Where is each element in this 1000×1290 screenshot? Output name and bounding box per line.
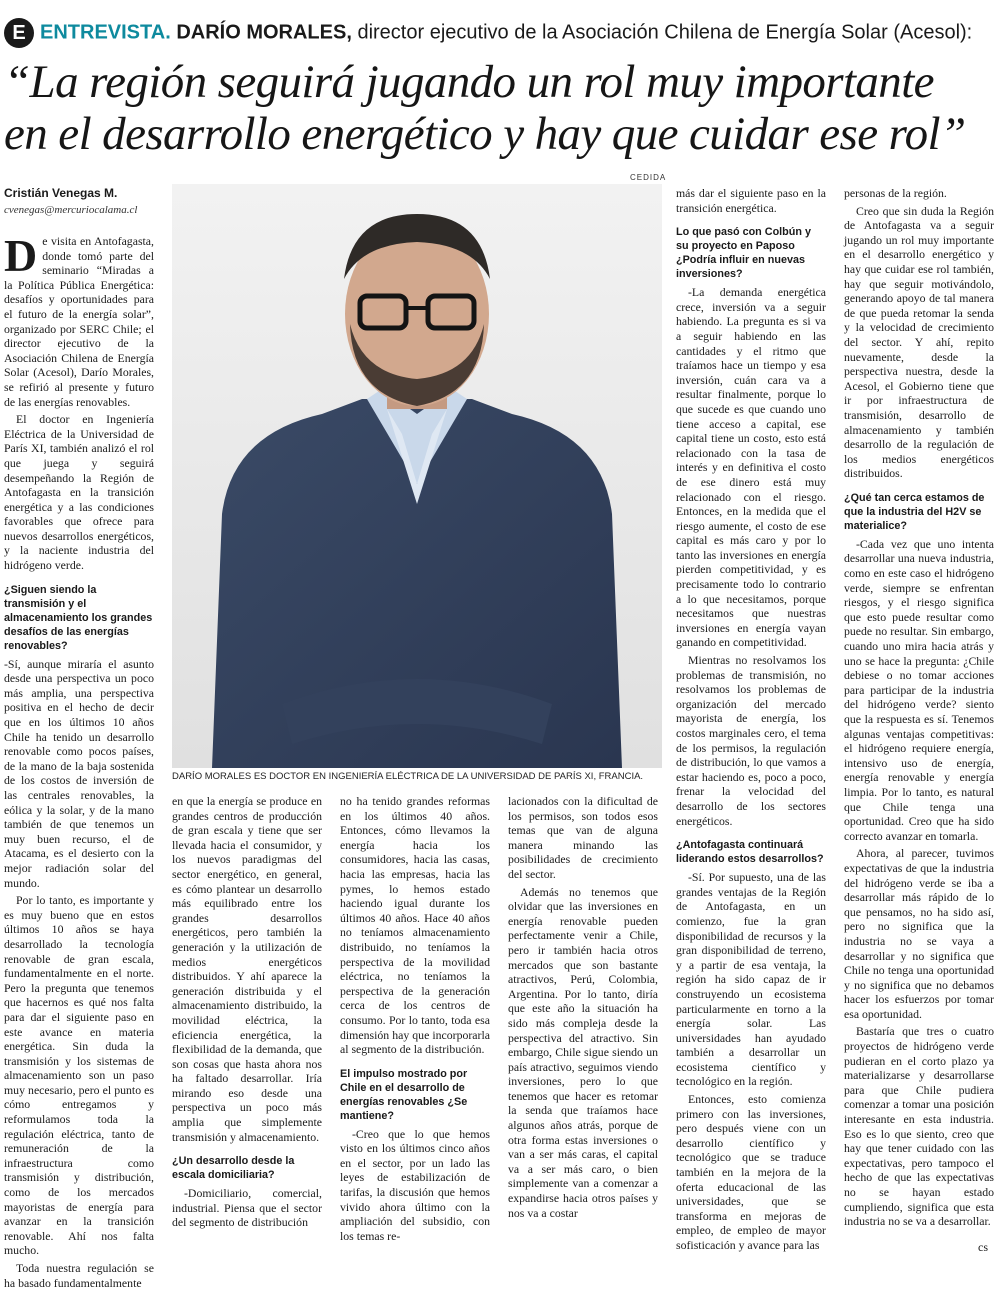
question: El impulso mostrado por Chile en el desarrollo de energías renovables ¿Se mantiene? [340,1067,468,1122]
paragraph: lacionados con la dificultad de los permisos, son todos esos temas que van de alguna manera minando las posibilidades de crecimiento del sector. [508,794,658,881]
paragraph: -Sí. Por supuesto, una de las grandes ventajas de la Región de Antofagasta, en un comienzo, fue la gran disponibilidad de recursos y la gran disponibilidad de terreno, y a partir de esa ventaja, la región ha sido capaz de ir construyendo un ecosistema particularmente en torno a la energía solar. Las universidades han ayudado también a desarrollar un ecosistema científico y tecnológico en la región. [676,870,826,1089]
article-column-1 [4,230,154,1290]
paragraph: Por lo tanto, es importante y es muy bueno que en estos últimos 10 años se haya desarrollado la tecnología renovable de gran escala, fundamentalmente en el norte. Pero la pregunta que tenemos que hacernos es qué nos falta para dar el siguiente paso en este avance en materia energética. Sin duda la transmisión y los sistemas de almacenamiento son un paso muy necesario, pero el punto es cómo entregamos y reformulamos toda la regulación eléctrica, tanto de remuneración de la infraestructura como transmisión y distribución, como de los mercados mayoristas de energía para avanzar en la transición renovable. Ahí nos falta mucho. [4,893,154,1258]
photo-caption: DARÍO MORALES ES DOCTOR EN INGENIERÍA ELÉCTRICA DE LA UNIVERSIDAD DE PARÍS XI, FRANCIA. [172,771,644,782]
article-header [4,18,994,54]
portrait-illustration [172,184,662,768]
headline-line-2: en el desarrollo energético y hay que cuidar ese rol” [4,108,966,160]
headline-line-1: “La región seguirá jugando un rol muy importante [4,56,934,108]
interviewee-role: director ejecutivo de la Asociación Chilena de Energía Solar (Acesol): [357,21,973,44]
paragraph: -Creo que lo que hemos visto en los últimos cinco años en el sector, por un lado las leyes de estabilización de tarifas, la discusión que hemos vivido ahora último con la ampliación del subsidio, con los temas re- [340,1126,490,1243]
author-email: cvenegas@mercuriocalama.cl [4,204,138,216]
question: ¿Qué tan cerca estamos de que la industria del H2V se materialice? [844,491,985,532]
interviewee-name: DARÍO MORALES, [176,21,352,44]
paragraph: -Cada vez que uno intenta desarrollar una nueva industria, como en este caso el hidrógeno verde, siempre se enfrentan riesgos, y el riesgo significa que esto puede resultar como puede no resultar. Sin embargo, cuando uno mira hacia atrás y uno se hace la pregunta: ¿Chile debiese o no tomar acciones para participar de la industria del hidrógeno verde? siento que la respuesta es sí. Tenemos algunas ventajas competitivas: el hidrógeno requiere energía, intensivo uso de energía, energía renovable y energía limpia. Por lo tanto, es natural que Chile tenga una oportunidad. Creo que ha sido correcto avanzar en tomarla. [844,536,994,843]
question: ¿Antofagasta continuará liderando estos desarrollos? [676,839,824,866]
paragraph: El doctor en Ingeniería Eléctrica de la Universidad de París XI, también analizó el rol que juega y seguirá desempeñando la Región de Antofagasta en la transición energética y a las condiciones favorables que ofrece para nuevos desarrollos energéticos, y la naciente industria del hidrógeno verde. [4,412,154,573]
paragraph: Creo que sin duda la Región de Antofagasta va a seguir jugando un rol muy importante en el desarrollo energético y hay que cuidar ese rol también, hay que seguir motivándolo, generando apoyo de tal manera de que pueda retomar la senda y la velocidad de crecimiento del sector. Y ahí, repito nuevamente, desde la perspectiva nuestra, desde la Acesol, el Gobierno tiene que ir por infraestructura de transmisión, desarrollo de almacenamiento y también desarrollo de la regulación de los medios energéticos distribuidos. [844,203,994,481]
end-mark: cs [978,1240,988,1254]
question: Lo que pasó con Colbún y su proyecto en Paposo ¿Podría influir en nuevas inversiones? [676,226,811,281]
section-badge: E [4,18,34,48]
paragraph: Además no tenemos que olvidar que las inversiones en energía renovable pueden perfectamente venir a Chile, pero ir también hacia otros mercados que son bastante atractivos, Perú, Colombia, Argentina. Por lo tanto, diría que este año la situación ha sido más compleja desde la perspectiva del atractivo. Sin embargo, Chile sigue siendo un país atractivo, seguimos viendo inversiones, pero lo que tenemos que hacer es retomar la senda que traíamos hace algunos años atrás, porque de otra forma estas inversiones o van a ser más caras, el capital va a ser más caro, o bien simplemente van a comenzar a expandirse hacia otros países y nos va a costar [508,884,658,1220]
article-column-6 [844,186,994,1236]
paragraph: personas de la región. [844,186,947,200]
paragraph: -Domiciliario, comercial, industrial. Piensa que el sector del segmento de distribución [172,1186,322,1230]
paragraph: más dar el siguiente paso en la transición energética. [676,186,826,215]
paragraph: -La demanda energética crece, inversión va a seguir habiendo. La pregunta es si va a seguir habiendo en las cantidades y el ritmo que traíamos hace un tiempo y esa inversión, cuán cara va a resultar finalmente, porque lo que sucede es que cuando uno tiene acceso a capital, ese capital tiene un costo, esto está relacionado con la tasa de interés y en definitiva el costo de ese dinero está muy relacionado con el riesgo. Entonces, en la medida que el riesgo aumente, el costo de ese capital es más caro y por lo tanto las inversiones en energía pierden competitividad, y es precisamente todo lo contrario a lo que necesitamos, porque necesitamos que nuestras inversiones en energía vayan ganando en competitividad. [676,285,826,650]
paragraph: Mientras no resolvamos los problemas de transmisión, no resolvamos los problemas de organización del mercado mayorista de energía, los costos marginales cero, el tema de los permisos, la regulación de distribución, lo que vamos a estar haciendo es, poco a poco, frenar la velocidad del desarrollo de los sectores energéticos. [676,653,826,828]
paragraph: Entonces, esto comienza primero con las inversiones, pero después viene con un desarrollo científico y tecnológico que se traduce también en la mejora de la oferta educacional de las universidades, que se transforma en mejoras de empleo, de empleo de mayor sofisticación y avance para las [676,1092,826,1252]
paragraph: Toda nuestra regulación se ha basado fundamentalmente [4,1261,154,1290]
paragraph: Bastaría que tres o cuatro proyectos de hidrógeno verde pudieran en el corto plazo ya materializarse y desarrollarse para que Chile pudiera comenzar a tomar una posición interesante en esta industria. Eso es lo que siento, creo que hay que tener cuidado con las expectativas, pero tampoco el hecho de que las expectativas no se hayan estado cumpliendo, significa que esta industria no se va a desarrollar. [844,1024,994,1229]
paragraph: en que la energía se produce en grandes centros de producción de gran escala y tiene que ser llevada hacia el consumidor, y los nuevos paradigmas del sector energético, en general, es cómo plantear un desarrollo más equilibrado entre los grandes desarrollos energéticos, pero también la generación y la utilización de medios energéticos distribuidos. Y ahí aparece la generación distribuida y el almacenamiento distribuido, la movilidad eléctrica, la eficiencia energética, la flexibilidad de la demanda, que son cosas que hasta ahora nos ha faltado desarrollar. Iría mirando eso desde una perspectiva un poco más amplia que simplemente transmisión y almacenamiento. [172,794,322,1144]
headline [4,56,994,160]
question: ¿Siguen siendo la transmisión y el almacenamiento los grandes desafíos de las energías renovables? [4,583,153,652]
lead-paragraph: De visita en Antofagasta, donde tomó parte del seminario “Miradas a la Política Pública Energética: desafíos y oportunidades para el futuro de la energía solar”, organizado por SERC Chile; el director ejecutivo de la Asociación Chilena de Energía Solar (Acesol), Darío Morales, se refirió al presente y futuro de las energías renovables. [4,230,154,409]
question: ¿Un desarrollo desde la escala domiciliaria? [172,1155,295,1182]
drop-cap: D [4,230,38,281]
kicker: ENTREVISTA. [40,21,171,44]
article-column-4 [508,794,658,1256]
paragraph: Ahora, al parecer, tuvimos expectativas de que la industria del hidrógeno verde se iba a desarrollar más rápido de lo que pensamos, no ha sido así, pero no significa que la industria no se vaya a desarrollar y no significa que Chile no tenga una oportunidad y no significa que no debamos hacer los esfuerzos por tomar esa oportunidad. [844,846,994,1021]
author: Cristián Venegas M. [4,186,118,200]
paragraph: no ha tenido grandes reformas en los últimos 40 años. Entonces, cómo llevamos la energía hacia los consumidores, hacia las casas, hacia las empresas, hacia las pymes, lo hemos estado haciendo igual durante los últimos 40 años. Hace 40 años no teníamos almacenamiento distribuido, no teníamos la perspectiva de la movilidad eléctrica, no teníamos la perspectiva de la generación cerca de los centros de consumo. Por lo tanto, toda esa dimensión hay que incorporarla al segmento de la distribución. [340,794,490,1057]
photo-credit: CEDIDA [630,173,667,182]
article-column-3 [340,794,490,1256]
paragraph: -Sí, aunque miraría el asunto desde una perspectiva un poco más amplia, una perspectiva positiva en el hecho de decir que en los últimos 10 años Chile ha tenido un desarrollo renovable como pocos países, de la mano de la baja sostenida de los costos de inversión de las centrales renovables, la eólica y la solar, y de la mano también de que tenemos un muy buen recurso, el de Atacama, es el desierto con la mejor radiación solar del mundo. [4,656,154,890]
portrait-photo [172,184,662,768]
article-column-2 [172,794,322,1256]
article-column-5 [676,186,826,1256]
